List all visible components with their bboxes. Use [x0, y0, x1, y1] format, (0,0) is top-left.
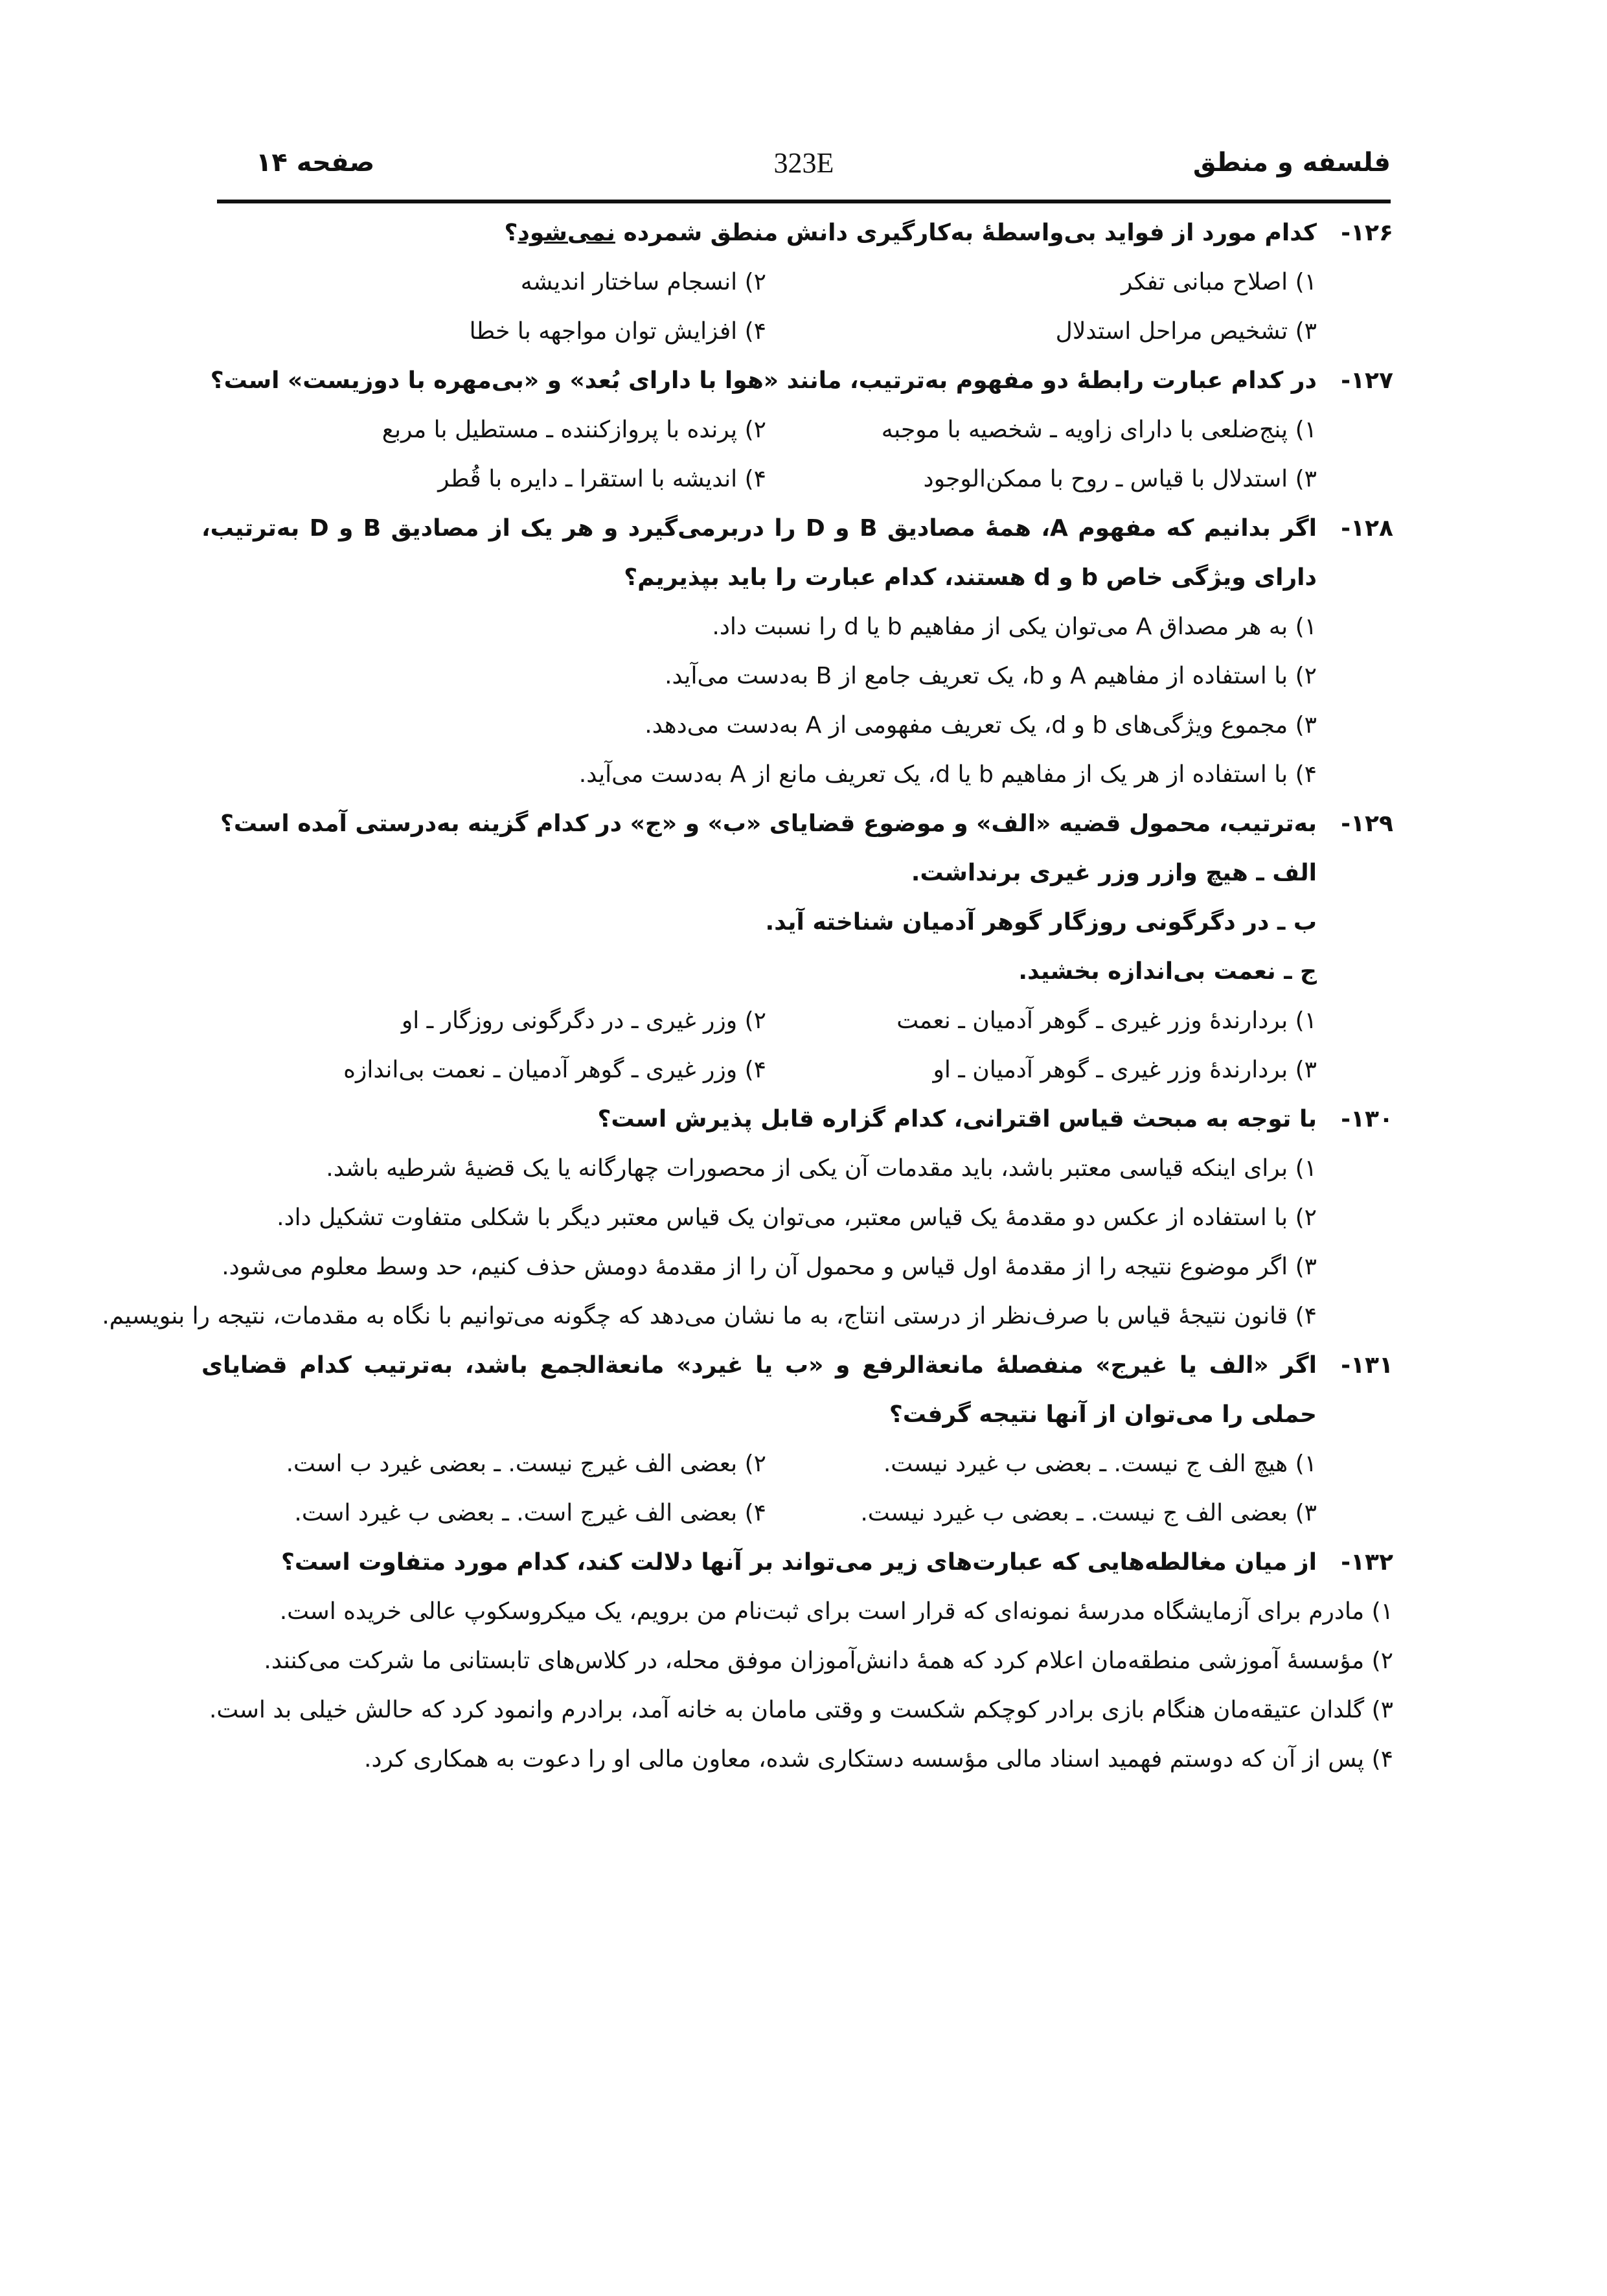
option-4[interactable]: ۴) قانون نتیجهٔ قیاس با صرف‌نظر از درستی انتاج، به ما نشان می‌دهد که چگونه می‌توانیم با نگاه به مقدمات، نتیجه را بنویسیم.: [102, 1303, 1317, 1329]
option-4[interactable]: ۴) با استفاده از هر یک از مفاهیم b یا d، یک تعریف مانع از A به‌دست می‌آید.: [578, 761, 1317, 788]
questions-section: [102, 209, 1393, 1784]
question-text: از میان مغالطه‌هایی که عبارت‌های زیر می‌تواند بر آنها دلالت کند، کدام مورد متفاوت است؟: [280, 1549, 1317, 1576]
option-1[interactable]: ۱) برای اینکه قیاسی معتبر باشد، باید مقدمات آن یکی از محصورات چهارگانه یا یک قضیهٔ شرطیه باشد.: [326, 1155, 1317, 1182]
question-text: اگر «الف یا غیرج» منفصلهٔ مانعةالرفع و «ب یا غیرد» مانعةالجمع باشد، به‌ترتیب کدام قضایای حملی را می‌توان از آنها نتیجه گرفت؟: [201, 1352, 1317, 1428]
question-text: اگر بدانیم که مفهوم A، همهٔ مصادیق B و D را دربرمی‌گیرد و هر یک از مصادیق B و D به‌ترتیب، دارای ویژگی خاص b و d هستند، کدام عبارت را باید بپذیریم؟: [201, 515, 1317, 591]
question-stem: [201, 1095, 1393, 1144]
option-1[interactable]: ۱) هیچ الف ج نیست. ـ بعضی ب غیرد نیست.: [883, 1451, 1317, 1477]
option-2[interactable]: ۲) با استفاده از مفاهیم A و b، یک تعریف جامع از B به‌دست می‌آید.: [665, 663, 1317, 689]
option-3[interactable]: ۳) بعضی الف ج نیست. ـ بعضی ب غیرد نیست.: [860, 1500, 1317, 1526]
question-stem: [201, 799, 1393, 849]
subject-title: فلسفه و منطق: [1192, 148, 1391, 178]
question-number: ۱۲۹-: [1341, 810, 1393, 837]
question-132: [201, 1538, 1393, 1784]
options: [201, 996, 1393, 1095]
question-129: [201, 799, 1393, 1095]
question-text: در کدام عبارت رابطهٔ دو مفهوم به‌ترتیب، مانند «هوا با دارای بُعد» و «بی‌مهره با دوزیست» است؟: [210, 367, 1317, 394]
question-stem: [201, 1538, 1393, 1587]
question-131: [201, 1341, 1393, 1538]
question-stem: [201, 356, 1393, 406]
options: [201, 1587, 1393, 1784]
page-header: [217, 141, 1391, 193]
options: [102, 1144, 1393, 1341]
question-number: ۱۳۰-: [1341, 1106, 1393, 1132]
question-126: [201, 209, 1393, 356]
booklet-code: 323E: [773, 147, 834, 179]
option-1[interactable]: ۱) اصلاح مبانی تفکر: [1121, 269, 1317, 295]
page-number: صفحه ۱۴: [256, 148, 375, 178]
question-number: ۱۲۶-: [1341, 220, 1393, 246]
question-mark: ؟: [504, 220, 518, 246]
options: [201, 1440, 1393, 1538]
option-1[interactable]: ۱) پنج‌ضلعی با دارای زاویه ـ شخصیه با موجبه: [881, 417, 1317, 443]
option-4[interactable]: ۴) اندیشه با استقرا ـ دایره با قُطر: [438, 466, 766, 492]
options: [201, 603, 1393, 799]
option-3[interactable]: ۳) استدلال با قیاس ـ روح با ممکن‌الوجود: [923, 466, 1317, 492]
statement-jim: ج ـ نعمت بی‌اندازه بخشید.: [1018, 958, 1317, 985]
question-number: ۱۲۷-: [1341, 367, 1393, 394]
option-3[interactable]: ۳) تشخیص مراحل استدلال: [1055, 318, 1317, 345]
option-1[interactable]: ۱) بردارندهٔ وزر غیری ـ گوهر آدمیان ـ نعمت: [896, 1007, 1317, 1034]
question-127: [201, 356, 1393, 504]
question-number: ۱۳۱-: [1341, 1352, 1393, 1379]
question-stem: [201, 209, 1393, 258]
option-4[interactable]: ۴) افزایش توان مواجهه با خطا: [469, 318, 766, 345]
question-stem: [201, 1341, 1393, 1440]
option-4[interactable]: ۴) بعضی الف غیرج است. ـ بعضی ب غیرد است.: [294, 1500, 766, 1526]
option-4[interactable]: ۴) پس از آن که دوستم فهمید اسناد مالی مؤسسه دستکاری شده، معاون مالی او را دعوت به همکاری کرد.: [364, 1746, 1393, 1773]
option-2[interactable]: ۲) مؤسسهٔ آموزشی منطقه‌مان اعلام کرد که همهٔ دانش‌آموزان موفق محله، در کلاس‌های تابستانی ما شرکت می‌کنند.: [264, 1647, 1393, 1674]
option-1[interactable]: ۱) مادرم برای آزمایشگاه مدرسهٔ نمونه‌ای که قرار است برای ثبت‌نام من برویم، یک میکروسکوپ عالی خریده است.: [279, 1598, 1393, 1625]
statement-alef: الف ـ هیچ وازر وزر غیری برنداشت.: [911, 860, 1317, 886]
question-text: به‌ترتیب، محمول قضیه «الف» و موضوع قضایای «ب» و «ج» در کدام گزینه به‌درستی آمده است؟: [220, 810, 1317, 837]
option-3[interactable]: ۳) مجموع ویژگی‌های b و d، یک تعریف مفهومی از A به‌دست می‌دهد.: [644, 712, 1317, 739]
option-2[interactable]: ۲) بعضی الف غیرج نیست. ـ بعضی غیرد ب است.: [286, 1451, 766, 1477]
question-text: کدام مورد از فواید بی‌واسطهٔ به‌کارگیری دانش منطق شمرده: [615, 220, 1317, 246]
option-2[interactable]: ۲) با استفاده از عکس دو مقدمهٔ یک قیاس معتبر، می‌توان یک قیاس معتبر دیگر با شکلی متفاوت تشکیل داد.: [277, 1204, 1317, 1231]
option-3[interactable]: ۳) گلدان عتیقه‌مان هنگام بازی برادر کوچکم شکست و وقتی مامان به خانه آمد، برادرم وانمود کرد که حالش خیلی بد است.: [209, 1697, 1393, 1723]
option-2[interactable]: ۲) وزر غیری ـ در دگرگونی روزگار ـ او: [401, 1007, 766, 1034]
question-number: ۱۳۲-: [1341, 1549, 1393, 1576]
question-128: [201, 504, 1393, 799]
question-130: [102, 1095, 1393, 1341]
statement-be: ب ـ در دگرگونی روزگار گوهر آدمیان شناخته آید.: [765, 909, 1317, 936]
option-1[interactable]: ۱) به هر مصداق A می‌توان یکی از مفاهیم b یا d را نسبت داد.: [712, 614, 1317, 640]
options: [201, 258, 1393, 356]
option-3[interactable]: ۳) اگر موضوع نتیجه را از مقدمهٔ اول قیاس و محمول آن را از مقدمهٔ دومش حذف کنیم، حد وسط معلوم می‌شود.: [222, 1254, 1317, 1280]
question-text: با توجه به مبحث قیاس اقترانی، کدام گزاره قابل پذیرش است؟: [597, 1106, 1317, 1132]
header-divider: [217, 200, 1391, 203]
options: [201, 406, 1393, 504]
underlined-word: نمی‌شود: [518, 220, 615, 246]
option-2[interactable]: ۲) پرنده با پروازکننده ـ مستطیل با مربع: [382, 417, 766, 443]
option-3[interactable]: ۳) بردارندهٔ وزر غیری ـ گوهر آدمیان ـ او: [933, 1057, 1317, 1083]
option-4[interactable]: ۴) وزر غیری ـ گوهر آدمیان ـ نعمت بی‌اندازه: [343, 1057, 766, 1083]
option-2[interactable]: ۲) انسجام ساختار اندیشه: [520, 269, 766, 295]
question-stem: [201, 504, 1393, 603]
question-number: ۱۲۸-: [1341, 515, 1393, 542]
